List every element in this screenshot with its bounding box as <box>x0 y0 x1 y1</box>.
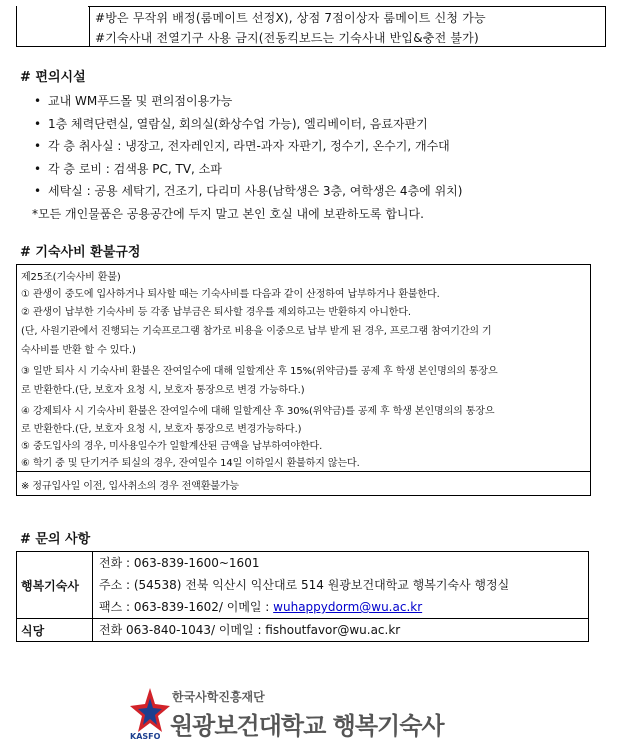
refund-line: ① 관생이 중도에 입사하거나 퇴사할 때는 기숙사비를 다음과 같이 산정하여 납부하거나 환불한다. <box>21 289 440 300</box>
contact-cafeteria-label: 식당 <box>17 619 93 642</box>
facility-item: • 교내 WM푸드몰 및 편의점이용가능 <box>34 90 462 113</box>
facility-item: • 1층 체력단련실, 열람실, 회의실(화상수업 가능), 엘리베이터, 음료자판기 <box>34 113 462 136</box>
rules-table-fragment <box>16 6 606 47</box>
dorm-fax: 팩스 : 063-839-1602/ 이메일 : <box>99 600 274 614</box>
rules-table-label-cell <box>17 6 90 46</box>
refund-heading: # 기숙사비 환불규정 <box>20 245 141 260</box>
dorm-fax-email <box>99 596 588 618</box>
refund-line: ⑥ 학기 중 및 단기거주 퇴실의 경우, 잔여일수 14일 이하일시 환불하지 않는다. <box>21 458 360 469</box>
facility-item: • 각 층 로비 : 검색용 PC, TV, 소파 <box>34 158 462 181</box>
logo-dorm-name: 원광보건대학교 행복기숙사 <box>170 712 444 740</box>
refund-line: 로 반환한다.(단, 보호자 요청 시, 보호자 통장으로 변경가능하다.) <box>21 424 302 435</box>
contact-cafeteria-details <box>93 619 589 642</box>
facility-item: • 세탁실 : 공용 세탁기, 건조기, 다리미 사용(남학생은 3층, 여학생은 4층에 위치) <box>34 180 462 203</box>
dormitory-logo <box>128 686 444 744</box>
refund-line: 숙사비를 반환 할 수 있다.) <box>21 345 136 356</box>
dorm-address: 주소 : (54538) 전북 익산시 익산대로 514 원광보건대학교 행복기숙사 행정실 <box>99 578 510 592</box>
dorm-email-link[interactable]: wuhappydorm@wu.ac.kr <box>273 600 423 614</box>
contact-row-cafeteria <box>17 619 589 642</box>
rule-row: #방은 무작위 배정(룸메이트 선정X), 상점 7점이상자 룸메이트 신청 가능 <box>95 11 486 25</box>
refund-line: 로 반환한다.(단, 보호자 요청 시, 보호자 통장으로 변경 가능하다.) <box>21 385 305 396</box>
cafeteria-phone-email: 전화 063-840-1043/ 이메일 : fishoutfavor@wu.ac.kr <box>99 623 401 637</box>
refund-footnote: ※ 정규입사일 이전, 입사취소의 경우 전액환불가능 <box>21 481 239 492</box>
refund-rules-box <box>16 264 591 496</box>
refund-line: ③ 일반 퇴사 시 기숙사비 환불은 잔여일수에 대해 일할계산 후 15%(위약금)를 공제 후 학생 본인명의의 통장으 <box>21 366 498 377</box>
contact-table <box>16 551 589 642</box>
refund-line: (단, 사원기관에서 진행되는 기숙프로그램 참가로 비용을 이중으로 납부 받게 된 경우, 프로그램 참여기간의 기 <box>21 326 492 337</box>
refund-divider <box>17 471 590 472</box>
refund-line: ② 관생이 납부한 기숙사비 등 각종 납부금은 퇴사할 경우를 제외하고는 반환하지 아니한다. <box>21 307 411 318</box>
kasfo-wordmark: KASFO <box>130 732 161 741</box>
logo-org-name: 한국사학진흥재단 <box>172 690 265 704</box>
rule-row: #기숙사내 전열기구 사용 금지(전동킥보드는 기숙사내 반입&충전 불가) <box>95 31 479 45</box>
contact-dorm-label: 행복기숙사 <box>17 552 93 619</box>
facility-note: *모든 개인물품은 공용공간에 두지 말고 본인 호실 내에 보관하도록 합니다. <box>32 206 424 221</box>
facility-item: • 각 층 취사실 : 냉장고, 전자레인지, 라면-과자 자판기, 정수기, 온수기, 개수대 <box>34 135 462 158</box>
contact-heading: # 문의 사항 <box>20 532 91 547</box>
refund-line: 제25조(기숙사비 환불) <box>21 272 121 283</box>
contact-row-dorm <box>17 552 589 619</box>
contact-dorm-details <box>93 552 589 619</box>
facilities-heading: # 편의시설 <box>20 70 86 85</box>
refund-line: ④ 강제퇴사 시 기숙사비 환불은 잔여일수에 대해 일할계산 후 30%(위약금)를 공제 후 학생 본인명의의 통장으 <box>21 406 495 417</box>
refund-line: ⑤ 중도입사의 경우, 미사용일수가 일할계산된 금액을 납부하여야한다. <box>21 441 323 452</box>
dorm-phone: 전화 : 063-839-1600~1601 <box>99 556 260 570</box>
facilities-list <box>34 90 462 225</box>
